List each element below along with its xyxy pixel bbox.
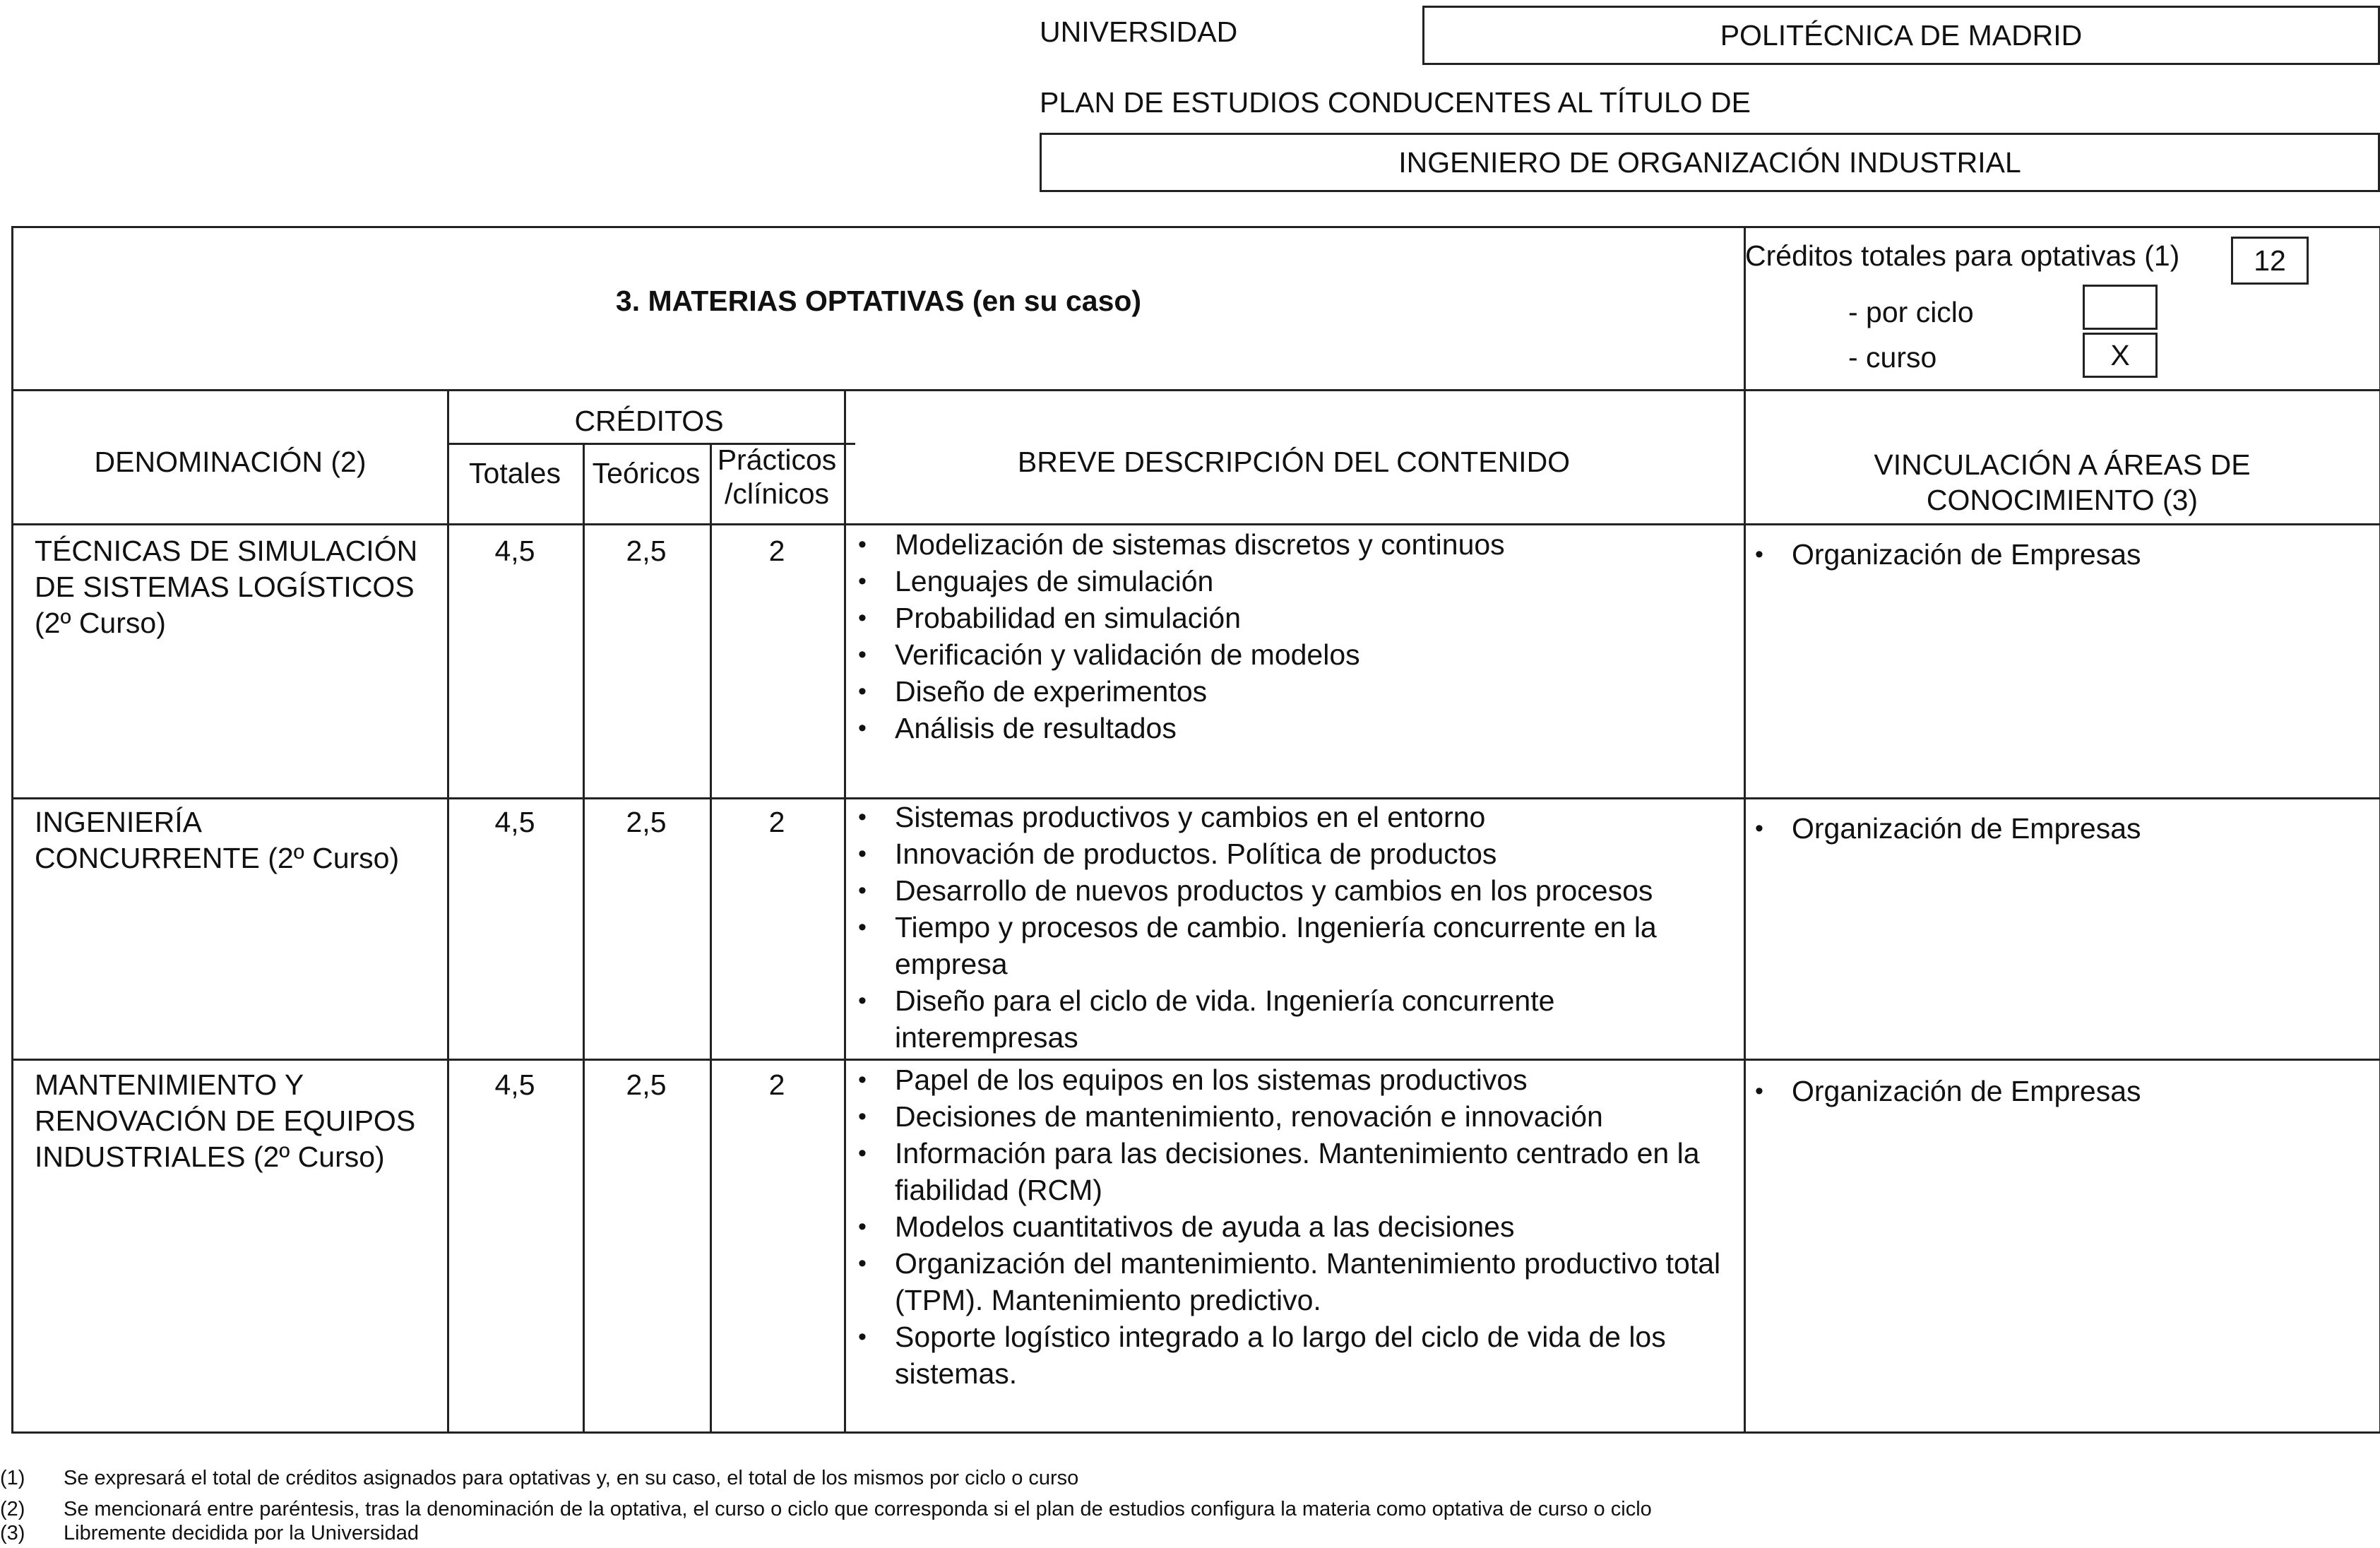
row-2-description — [854, 799, 1737, 1056]
col-header-vinculacion-line1: VINCULACIÓN A ÁREAS DE — [1874, 448, 2251, 481]
rule-header-bottom — [13, 523, 2379, 525]
row-3-teoricos: 2,5 — [626, 1068, 667, 1101]
col-header-creditos: CRÉDITOS — [574, 405, 724, 437]
col-header-practicos — [710, 443, 844, 511]
footnote-2-text: Se mencionará entre paréntesis, tras la denominación de la optativa, el curso o ciclo que corresponda si el plan de estudios configura la materia como optativa de curso o ciclo — [64, 1498, 1652, 1520]
row-1-name-line1: TÉCNICAS DE SIMULACIÓN — [35, 535, 418, 567]
footnote-2-num: (2) — [0, 1498, 25, 1520]
rule-row-2 — [13, 1059, 2379, 1061]
row-1-name-line3: (2º Curso) — [35, 607, 166, 639]
credits-total-label: Créditos totales para optativas (1) — [1745, 239, 2180, 272]
col-header-practicos-line1: Prácticos — [717, 443, 837, 476]
row-3-name-line3: INDUSTRIALES (2º Curso) — [35, 1141, 385, 1173]
list-item: • Organización del mantenimiento. Mantenimiento productivo total (TPM). Mantenimiento predictivo. — [854, 1245, 1737, 1318]
rule-col-desc — [844, 389, 846, 1431]
per-course-value: X — [2110, 338, 2130, 371]
row-3-area — [1751, 1073, 2372, 1109]
list-item: • Papel de los equipos en los sistemas productivos — [854, 1061, 1737, 1098]
footnote-1 — [0, 1466, 1078, 1490]
university-field — [1422, 6, 2380, 65]
credits-total-box — [2231, 237, 2309, 285]
list-item: • Modelos cuantitativos de ayuda a las decisiones — [854, 1208, 1737, 1245]
row-2-name-line1: INGENIERÍA — [35, 806, 202, 838]
per-cycle-box — [2083, 285, 2158, 330]
row-1-area — [1751, 536, 2372, 573]
list-item: • Tiempo y procesos de cambio. Ingeniería concurrente en la empresa — [854, 909, 1737, 982]
list-item: • Decisiones de mantenimiento, renovación e innovación — [854, 1098, 1737, 1135]
footnote-3-num: (3) — [0, 1522, 25, 1544]
col-header-practicos-line2: /clínicos — [724, 477, 830, 510]
row-3-description — [854, 1061, 1737, 1392]
list-item: • Organización de Empresas — [1751, 536, 2372, 573]
per-cycle-label: - por ciclo — [1848, 296, 1974, 328]
row-1-name-line2: DE SISTEMAS LOGÍSTICOS — [35, 571, 415, 603]
degree-value: INGENIERO DE ORGANIZACIÓN INDUSTRIAL — [1398, 145, 2021, 179]
list-item: • Probabilidad en simulación — [854, 600, 1737, 636]
list-item: • Diseño para el ciclo de vida. Ingeniería concurrente interempresas — [854, 982, 1737, 1056]
list-item: • Desarrollo de nuevos productos y cambios en los procesos — [854, 872, 1737, 909]
list-item: • Sistemas productivos y cambios en el entorno — [854, 799, 1737, 835]
col-header-vinculacion-line2: CONOCIMIENTO (3) — [1926, 484, 2198, 516]
col-header-teoricos: Teóricos — [592, 457, 701, 489]
footnote-1-num: (1) — [0, 1467, 25, 1489]
col-header-descripcion: BREVE DESCRIPCIÓN DEL CONTENIDO — [1017, 446, 1571, 478]
list-item: • Modelización de sistemas discretos y continuos — [854, 526, 1737, 563]
footnote-2 — [0, 1497, 1652, 1521]
per-course-label: - curso — [1848, 341, 1937, 374]
footnote-3 — [0, 1521, 419, 1545]
row-1-name — [35, 533, 444, 641]
list-item: • Innovación de productos. Política de productos — [854, 835, 1737, 872]
degree-field — [1040, 133, 2380, 192]
row-2-teoricos: 2,5 — [626, 806, 667, 838]
list-item: • Información para las decisiones. Mantenimiento centrado en la fiabilidad (RCM) — [854, 1135, 1737, 1208]
col-header-vinculacion — [1745, 447, 2379, 518]
row-3-name — [35, 1067, 444, 1175]
row-3-name-line1: MANTENIMIENTO Y — [35, 1068, 304, 1101]
list-item: • Organización de Empresas — [1751, 1073, 2372, 1109]
col-header-totales: Totales — [469, 457, 561, 489]
list-item: • Organización de Empresas — [1751, 810, 2372, 847]
rule-col-area — [1744, 228, 1746, 1431]
row-1-description — [854, 526, 1737, 746]
per-course-box — [2083, 333, 2158, 378]
row-1-totales: 4,5 — [494, 535, 535, 567]
footnote-1-text: Se expresará el total de créditos asignados para optativas y, en su caso, el total de los mismos por ciclo o curso — [64, 1467, 1079, 1489]
list-item: • Verificación y validación de modelos — [854, 636, 1737, 673]
row-2-practicos: 2 — [768, 806, 785, 838]
list-item: • Diseño de experimentos — [854, 673, 1737, 710]
rule-col-practicos — [710, 443, 712, 1431]
list-item: • Soporte logístico integrado a lo largo del ciclo de vida de los sistemas. — [854, 1318, 1737, 1392]
row-3-practicos: 2 — [768, 1068, 785, 1101]
row-2-name-line2: CONCURRENTE (2º Curso) — [35, 842, 400, 874]
university-label: UNIVERSIDAD — [1040, 16, 1238, 48]
optional-subjects-table — [11, 226, 2380, 1434]
col-header-denominacion: DENOMINACIÓN (2) — [94, 446, 367, 478]
list-item: • Análisis de resultados — [854, 710, 1737, 746]
row-2-totales: 4,5 — [494, 806, 535, 838]
plan-label: PLAN DE ESTUDIOS CONDUCENTES AL TÍTULO DE — [1040, 86, 1751, 119]
row-3-name-line2: RENOVACIÓN DE EQUIPOS — [35, 1105, 416, 1137]
rule-section-bottom — [13, 389, 2379, 391]
row-1-practicos: 2 — [768, 535, 785, 567]
footnote-3-text: Libremente decidida por la Universidad — [64, 1522, 419, 1544]
university-value: POLITÉCNICA DE MADRID — [1720, 18, 2083, 52]
row-2-area — [1751, 810, 2372, 847]
rule-col-teoricos — [583, 443, 585, 1431]
credits-total-value: 12 — [2254, 244, 2286, 277]
list-item: • Lenguajes de simulación — [854, 563, 1737, 600]
row-1-teoricos: 2,5 — [626, 535, 667, 567]
row-3-totales: 4,5 — [494, 1068, 535, 1101]
row-2-name — [35, 804, 444, 876]
section-title: 3. MATERIAS OPTATIVAS (en su caso) — [615, 285, 1142, 317]
